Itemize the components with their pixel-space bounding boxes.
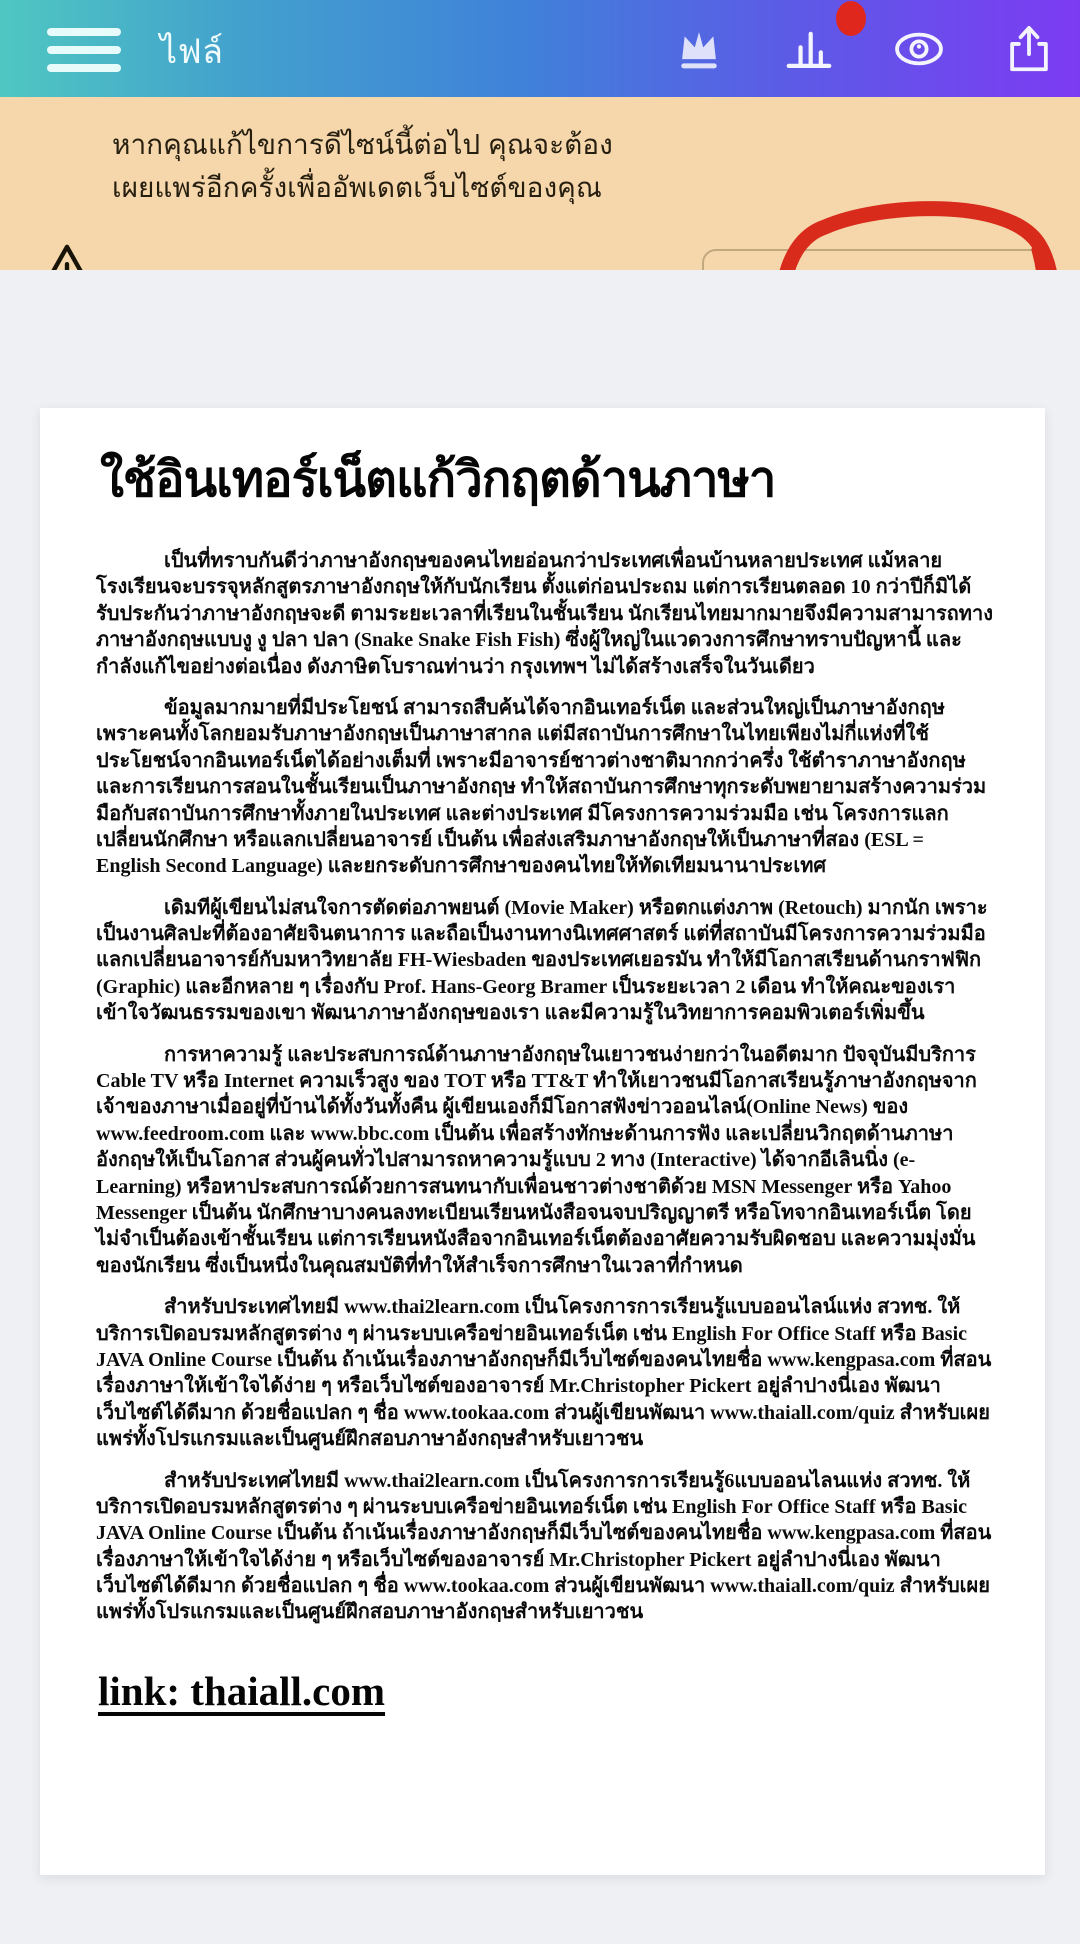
thaiall-link[interactable]: link: thaiall.com xyxy=(98,1667,386,1714)
republish-warning-banner xyxy=(0,97,1080,270)
document-paragraph: การหาความรู้ และประสบการณ์ด้านภาษาอังกฤษในเยาวชนง่ายกว่าในอดีตมาก ปัจจุบันมีบริการ Cable TV หรือ Internet ความเร็วสูง ของ TOT หรือ TT&T ทำให้เยาวชนมีโอกาสเรียนรู้ภาษาอังกฤษจากเจ้าของภาษาเมื่ออยู่ที่บ้านได้ทั้งวันทั้งคืน ผู้เขียนเองก็มีโอกาสฟังข่าวออนไลน์(Online News) ของ www.feedroom.com และ www.bbc.com เป็นต้น เพื่อสร้างทักษะด้านการฟัง และเปลี่ยนวิกฤตด้านภาษาอังกฤษให้เป็นโอกาส ส่วนผู้คนทั่วไปสามารถหาความรู้แบบ 2 ทาง (Interactive) ได้จากอีเลินนิ่ง (e-Learning) หรือหาประสบการณ์ด้วยการสนทนากับเพื่อนชาวต่างชาติด้วย MSN Messenger หรือ Yahoo Messenger เป็นต้น นักศึกษาบางคนลงทะเบียนเรียนหนังสือจนจบปริญญาตรี หรือโทจากอินเทอร์เน็ต โดยไม่จำเป็นต้องเข้าชั้นเรียน แต่การเรียนหนังสือจากอินเทอร์เน็ตต้องอาศัยความรับผิดชอบ และความมุ่งมั่นของนักเรียน ซึ่งเป็นหนึ่งในคุณสมบัติที่ทำให้สำเร็จการศึกษาในเวลาที่กำหนด xyxy=(96,1043,977,1277)
website-page-preview[interactable] xyxy=(40,408,1045,1875)
design-canvas xyxy=(0,270,1080,1944)
notification-dot xyxy=(836,1,866,36)
eye-preview-icon[interactable] xyxy=(890,20,948,78)
warning-message: หากคุณแก้ไขการดีไซน์นี้ต่อไป คุณจะต้องเผยแพร่อีกครั้งเพื่ออัพเดตเว็บไซต์ของคุณ xyxy=(112,129,613,204)
crown-icon[interactable] xyxy=(670,20,728,78)
bar-chart-icon[interactable] xyxy=(780,20,838,78)
document-paragraph: เป็นที่ทราบกันดีว่าภาษาอังกฤษของคนไทยอ่อนกว่าประเทศเพื่อนบ้านหลายประเทศ แม้หลายโรงเรียนจะบรรจุหลักสูตรภาษาอังกฤษให้กับนักเรียน ตั้งแต่ก่อนประถม แต่การเรียนตลอด 10 กว่าปีก็มิได้รับประกันว่าภาษาอังกฤษจะดี ตามระยะเวลาที่เรียนในชั้นเรียน นักเรียนไทยมากมายจึงมีความสามารถทางภาษาอังกฤษแบบงู งู ปลา ปลา (Snake Snake Fish Fish) ซึ่งผู้ใหญ่ในแวดวงการศึกษาทราบปัญหานี้ และกำลังแก้ไขอย่างต่อเนื่อง ดังภาษิตโบราณท่านว่า กรุงเทพฯ ไม่ได้สร้างเสร็จในวันเดียว xyxy=(96,550,993,678)
document-paragraph: สำหรับประเทศไทยมี www.thai2learn.com เป็นโครงการการเรียนรู้6แบบออนไลนแห่ง สวทช. ให้บริการเปิดอบรมหลักสูตรต่าง ๆ ผ่านระบบเครือข่ายอินเทอร์เน็ต เช่น English For Office Staff หรือ Basic JAVA Online Course เป็นต้น ถ้าเน้นเรื่องภาษาอังกฤษก็มีเว็บไซต์ของคนไทยชื่อ www.kengpasa.com ที่สอนเรื่องภาษาให้เข้าใจได้ง่าย ๆ หรือเว็บไซต์ของอาจารย์ Mr.Christopher Pickert อยู่ลำปางนี่เอง พัฒนาเว็บไซต์ได้ดีมาก ด้วยชื่อแปลก ๆ ชื่อ www.tookaa.com ส่วนผู้เขียนพัฒนา www.thaiall.com/quiz สำหรับเผยแพร่ทั้งโปรแกรมและเป็นศูนย์ฝึกสอบภาษาอังกฤษสำหรับเยาวชน xyxy=(96,1469,992,1624)
hamburger-menu-icon[interactable] xyxy=(47,28,121,72)
file-menu-label[interactable]: ไฟล์ xyxy=(160,33,224,71)
document-paragraph: ข้อมูลมากมายที่มีประโยชน์ สามารถสืบค้นได้จากอินเทอร์เน็ต และส่วนใหญ่เป็นภาษาอังกฤษ เพราะคนทั้งโลกยอมรับภาษาอังกฤษเป็นภาษาสากล แต่มีสถาบันการศึกษาในไทยเพียงไม่กี่แห่งที่ใช้ประโยชน์จากอินเทอร์เน็ตได้อย่างเต็มที่ เพราะมีอาจารย์ชาวต่างชาติมากกว่าครึ่ง ใช้ตำราภาษาอังกฤษ และการเรียนการสอนในชั้นเรียนเป็นภาษาอังกฤษ ทำให้สถาบันการศึกษาทุกระดับพยายามสร้างความร่วมมือกับสถาบันการศึกษาทั้งภายในประเทศ และต่างประเทศ มีโครงการความร่วมมือ เช่น โครงการแลกเปลี่ยนนักศึกษา หรือแลกเปลี่ยนอาจารย์ เป็นต้น เพื่อส่งเสริมภาษาอังกฤษให้เป็นภาษาที่สอง (ESL = English Second Language) และยกระดับการศึกษาของคนไทยให้ทัดเทียมนานาประเทศ xyxy=(96,696,987,878)
document-paragraph: เดิมทีผู้เขียนไม่สนใจการตัดต่อภาพยนต์ (Movie Maker) หรือตกแต่งภาพ (Retouch) มากนัก เพราะเป็นงานศิลปะที่ต้องอาศัยจินตนาการ และถือเป็นงานทางนิเทศศาสตร์ แต่ที่สถาบันมีโครงการความร่วมมือ แลกเปลี่ยนอาจารย์กับมหาวิทยาลัย FH-Wiesbaden ของประเทศเยอรมัน ทำให้มีโอกาสเรียนด้านกราฟฟิก (Graphic) และอีกหลาย ๆ เรื่องกับ Prof. Hans-Georg Bramer เป็นระยะเวลา 2 เดือน ทำให้คณะของเราเข้าใจวัฒนธรรมของเขา พัฒนาภาษาอังกฤษของเรา และมีความรู้ในวิทยาการคอมพิวเตอร์เพิ่มขึ้น xyxy=(96,896,988,1025)
document-title: ใช้อินเทอร์เน็ตแก้วิกฤตด้านภาษา xyxy=(100,452,776,507)
document-paragraph: สำหรับประเทศไทยมี www.thai2learn.com เป็นโครงการการเรียนรู้แบบออนไลน์แห่ง สวทช. ให้บริการเปิดอบรมหลักสูตรต่าง ๆ ผ่านระบบเครือข่ายอินเทอร์เน็ต เช่น English For Office Staff หรือ Basic JAVA Online Course เป็นต้น ถ้าเน้นเรื่องภาษาอังกฤษก็มีเว็บไซต์ของคนไทยชื่อ www.kengpasa.com ที่สอนเรื่องภาษาให้เข้าใจได้ง่าย ๆ หรือเว็บไซต์ของอาจารย์ Mr.Christopher Pickert อยู่ลำปางนี่เอง พัฒนาเว็บไซต์ได้ดีมาก ด้วยชื่อแปลก ๆ ชื่อ www.tookaa.com ส่วนผู้เขียนพัฒนา www.thaiall.com/quiz สำหรับเผยแพร่ทั้งโปรแกรมและเป็นศูนย์ฝึกสอบภาษาอังกฤษสำหรับเยาวชน xyxy=(96,1296,992,1451)
share-export-icon[interactable] xyxy=(1000,20,1058,78)
top-app-bar xyxy=(0,0,1080,97)
